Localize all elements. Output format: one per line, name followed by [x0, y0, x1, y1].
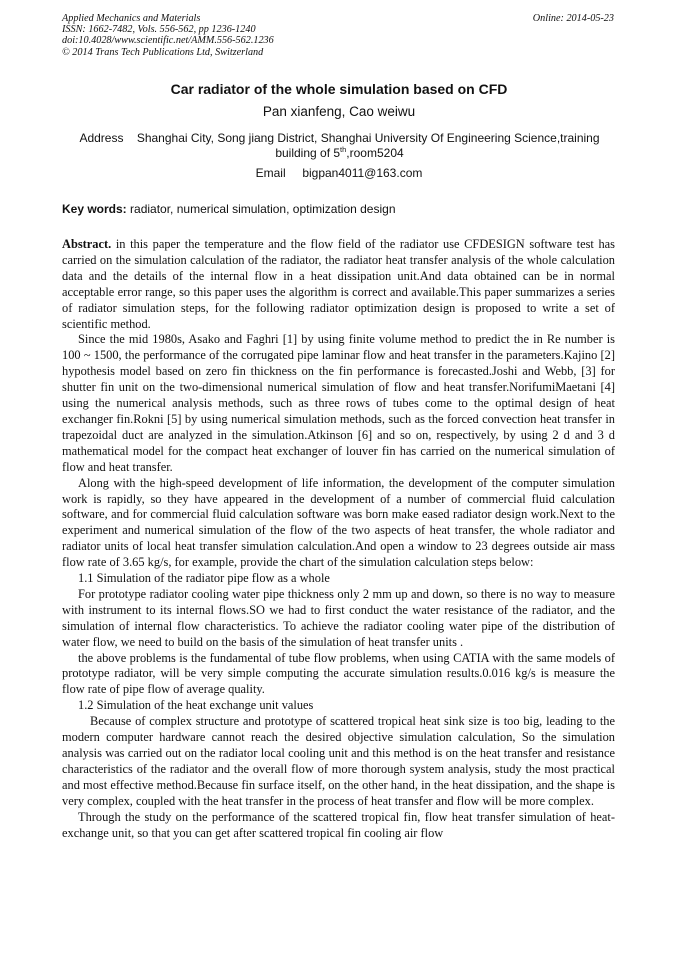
section-heading: 1.1 Simulation of the radiator pipe flow as a whole [78, 571, 330, 586]
address-tail: ,room5204 [346, 145, 404, 160]
body-paragraph: Because of complex structure and prototype of scattered tropical heat sink size is too big, leading to the modern computer hardware cannot reach the desired objective simulation calculation, So the simulation analysis was carried out on the radiator local cooling unit and this method is on the heat transfer and resistance characteristics of the radiator and the overall flow of more thorough system analysis, study the most practical and most effective method.Because fin surface itself, on the other hand, in the heat dissipation, and the shape is very complex, coupled with the heat transfer in the process of heat transfer and flow will be more complex. [62, 714, 615, 808]
email-value: bigpan4011@163.com [302, 166, 423, 180]
email-label: Email [255, 166, 286, 180]
doi-line: doi:10.4028/www.scientific.net/AMM.556-562.1236 [62, 35, 274, 47]
keywords [62, 202, 396, 216]
copyright-line: © 2014 Trans Tech Publications Ltd, Switzerland [62, 46, 264, 58]
paper-body [62, 237, 615, 841]
body-paragraph: For prototype radiator cooling water pipe thickness only 2 mm up and down, so there is no way to measure with instrument to its internal flows.SO we had to first conduct the water resistance of the radiator, and the simulation of internal flow characteristics. To achieve the radiator cooling water pipe of the distribution of water flow, we need to build on the basis of the simulation of heat transfer units . [62, 586, 615, 649]
body-paragraph: Since the mid 1980s, Asako and Faghri [1] by using finite volume method to predict the in Re number is 100 ~ 1500, the performance of the corrugated pipe laminar flow and heat transfer in the parameters.Kajino [2] hypothesis model based on zero fin thickness on the fin performance is forecasted.Joshi and Webb, [3] for shutter fin unit on the two-dimensional numerical simulation of flow and heat transfer.NorifumiMaetani [4] using the numerical analysis methods, such as three rows of tubes come to the optimal design of heat exchanger fin.Rokni [5] by using numerical simulation methods, such as the forced convection heat transfer in trapezoidal duct are analyzed in the simulation.Atkinson [6] and so on, respectively, by using 2 d and 3 d mathematical model for the compact heat exchanger of louver fin has carried on the numerical simulation of flow and heat transfer. [62, 332, 615, 474]
body-paragraph: Through the study on the performance of the scattered tropical fin, flow heat transfer simulation of heat-exchange unit, so that you can get after scattered tropical fin cooling air flow [62, 809, 615, 840]
abstract [62, 237, 615, 332]
abstract-label: Abstract. [62, 237, 112, 251]
body-paragraph: Along with the high-speed development of life information, the development of the computer simulation work is rapidly, so they have appeared in the development of a number of commercial fluid calculation software, and for commercial fluid calculation software was born make eased radiator design work.Next to the experiment and numerical simulation of the flow of the two aspects of heat transfer, the whole radiator and radiator units of local heat transfer simulation calculation.And open a window to 23 degrees outside air mass flow rate of 3.65 kg/s, for example, provide the chart of the simulation calculation steps below: [62, 475, 615, 570]
journal-name: Applied Mechanics and Materials [62, 13, 201, 24]
journal-header [62, 13, 614, 58]
issn-line: ISSN: 1662-7482, Vols. 556-562, pp 1236-1240 [62, 24, 256, 36]
paper-title: Car radiator of the whole simulation based on CFD [170, 81, 508, 97]
author-address [62, 131, 617, 160]
section-heading: 1.2 Simulation of the heat exchange unit values [78, 698, 314, 713]
address-label: Address [79, 131, 124, 145]
keywords-label: Key words: [62, 202, 127, 216]
online-date: Online: 2014-05-23 [532, 13, 614, 24]
abstract-text: in this paper the temperature and the flow field of the radiator use CFDESIGN software test has carried on the simulation calculation of the radiator, the radiator heat transfer analysis of the whole calculation data and the details of the internal flow in a heat dissipation unit.And data obtained can be in normal acceptable error range, so this paper uses the algorithm is correct and available.This paper summarizes a series of radiator simulation steps, for the following radiator optimization design is proposed to write a set of scientific method. [62, 237, 615, 331]
body-paragraph: the above problems is the fundamental of tube flow problems, when using CATIA with the same models of prototype radiator, will be very simple computing the accurate simulation results.0.016 kg/s is measure the flow rate of pipe flow of average quality. [62, 650, 615, 697]
address-superscript: th [340, 144, 347, 154]
author-email [0, 166, 678, 180]
address-text: Shanghai City, Song jiang District, Shanghai University Of Engineering Science,training building of 5 [136, 131, 600, 160]
paper-authors: Pan xianfeng, Cao weiwu [262, 104, 416, 119]
keywords-text: radiator, numerical simulation, optimization design [130, 202, 396, 216]
